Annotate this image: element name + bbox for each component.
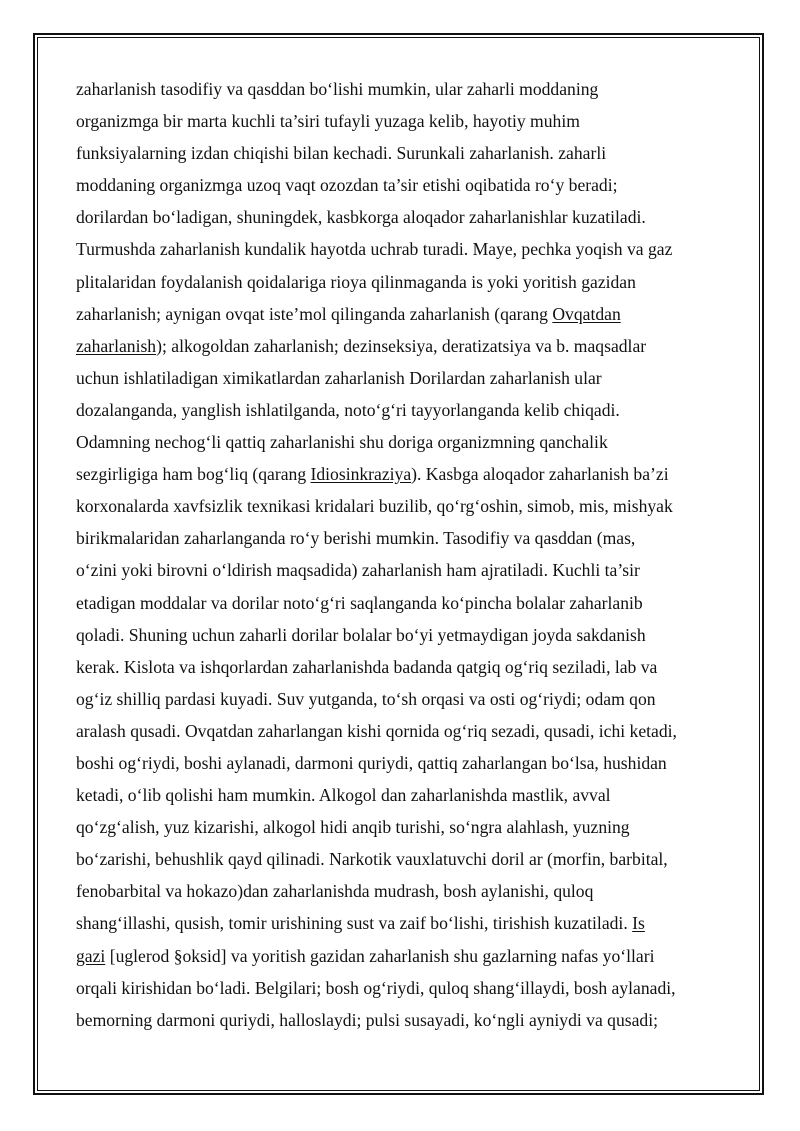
text-line: [76, 298, 724, 330]
text-segment: Odamning nechog‘li qattiq zaharlanishi shu doriga organizmning qanchalik: [76, 432, 608, 453]
text-segment: kerak. Kislota va ishqorlardan zaharlanishda badanda qatgiq og‘riq seziladi, lab va: [76, 656, 658, 677]
text-line: [76, 137, 724, 169]
text-segment: qo‘zg‘alish, yuz kizarishi, alkogol hidi anqib turishi, so‘ngra alahlash, yuzning: [76, 817, 630, 838]
text-segment: ); alkogoldan zaharlanish; dezinseksiya, deratizatsiya va b. maqsadlar: [156, 335, 647, 356]
text-segment: aralash qusadi. Ovqatdan zaharlangan kishi qornida og‘riq sezadi, qusadi, ichi ketadi,: [76, 720, 677, 741]
text-segment: sezgirligiga ham bog‘liq (qarang: [76, 464, 311, 485]
text-segment: qoladi. Shuning uchun zaharli dorilar bolalar bo‘yi yetmaydigan joyda sakdanish: [76, 624, 646, 645]
text-line: [76, 747, 724, 779]
cross-reference-link[interactable]: gazi: [76, 945, 106, 966]
text-line: [76, 201, 724, 233]
text-line: [76, 169, 724, 201]
text-line: [76, 554, 724, 586]
text-segment: ketadi, o‘lib qolishi ham mumkin. Alkogol dan zaharlanishda mastlik, avval: [76, 785, 611, 806]
text-line: [76, 1004, 724, 1036]
cross-reference-link[interactable]: Idiosinkraziya: [310, 464, 412, 485]
text-segment: ). Kasbga aloqador zaharlanish ba’zi: [411, 464, 669, 485]
text-line: [76, 619, 724, 651]
text-segment: boshi og‘riydi, boshi aylanadi, darmoni quriydi, qattiq zaharlangan bo‘lsa, hushidan: [76, 752, 667, 773]
text-line: [76, 779, 724, 811]
text-line: [76, 362, 724, 394]
document-body: [76, 73, 724, 1036]
text-segment: og‘iz shilliq pardasi kuyadi. Suv yutganda, to‘sh orqasi va osti og‘riydi; odam qon: [76, 688, 656, 709]
text-line: [76, 458, 724, 490]
text-segment: orqali kirishidan bo‘ladi. Belgilari; bosh og‘riydi, quloq shang‘illaydi, bosh aylanadi,: [76, 977, 676, 998]
text-line: [76, 683, 724, 715]
text-segment: o‘zini yoki birovni o‘ldirish maqsadida) zaharlanish ham ajratiladi. Kuchli ta’sir: [76, 560, 640, 581]
text-line: [76, 394, 724, 426]
text-segment: etadigan moddalar va dorilar noto‘g‘ri saqlanganda ko‘pincha bolalar zaharlanib: [76, 592, 643, 613]
cross-reference-link[interactable]: Is: [632, 913, 645, 934]
text-segment: funksiyalarning izdan chiqishi bilan kechadi. Surunkali zaharlanish. zaharli: [76, 143, 607, 164]
text-segment: zaharlanish; aynigan ovqat iste’mol qilinganda zaharlanish (qarang: [76, 303, 553, 324]
text-segment: [uglerod §oksid] va yoritish gazidan zaharlanish shu gazlarning nafas yo‘llari: [105, 945, 655, 966]
text-segment: Turmushda zaharlanish kundalik hayotda uchrab turadi. Maye, pechka yoqish va gaz: [76, 239, 673, 260]
text-line: [76, 907, 724, 939]
text-line: [76, 330, 724, 362]
text-segment: korxonalarda xavfsizlik texnikasi kridalari buzilib, qo‘rg‘oshin, simob, mis, mishyak: [76, 496, 673, 517]
text-segment: fenobarbital va hokazo)dan zaharlanishda mudrash, bosh aylanishi, quloq: [76, 881, 594, 902]
text-line: [76, 972, 724, 1004]
text-line: [76, 587, 724, 619]
text-segment: zaharlanish tasodifiy va qasddan bo‘lishi mumkin, ular zaharli moddaning: [76, 79, 599, 99]
text-segment: plitalaridan foydalanish qoidalariga rioya qilinmaganda is yoki yoritish gazidan: [76, 271, 636, 292]
text-segment: uchun ishlatiladigan ximikatlardan zaharlanish Dorilardan zaharlanish ular: [76, 367, 602, 388]
text-line: [76, 940, 724, 972]
text-segment: birikmalaridan zaharlanganda ro‘y berishi mumkin. Tasodifiy va qasddan (mas,: [76, 528, 636, 549]
cross-reference-link[interactable]: zaharlanish: [76, 335, 157, 356]
text-line: [76, 490, 724, 522]
text-line: [76, 811, 724, 843]
text-segment: organizmga bir marta kuchli ta’siri tufayli yuzaga kelib, hayotiy muhim: [76, 111, 580, 132]
text-segment: dorilardan bo‘ladigan, shuningdek, kasbkorga aloqador zaharlanishlar kuzatiladi.: [76, 207, 646, 228]
text-line: [76, 875, 724, 907]
text-line: [76, 105, 724, 137]
text-line: [76, 73, 724, 105]
text-line: [76, 233, 724, 265]
text-line: [76, 715, 724, 747]
text-line: [76, 651, 724, 683]
text-line: [76, 426, 724, 458]
text-segment: dozalanganda, yanglish ishlatilganda, noto‘g‘ri tayyorlanganda kelib chiqadi.: [76, 399, 620, 420]
cross-reference-link[interactable]: Ovqatdan: [552, 303, 621, 324]
text-line: [76, 522, 724, 554]
text-segment: moddaning organizmga uzoq vaqt ozozdan ta’sir etishi oqibatida ro‘y beradi;: [76, 175, 618, 196]
text-line: [76, 266, 724, 298]
text-segment: shang‘illashi, qusish, tomir urishining sust va zaif bo‘lishi, tirishish kuzatiladi.: [76, 913, 633, 934]
text-line: [76, 843, 724, 875]
text-segment: bemorning darmoni quriydi, halloslaydi; pulsi susayadi, ko‘ngli ayniydi va qusadi;: [76, 1009, 658, 1030]
text-segment: bo‘zarishi, behushlik qayd qilinadi. Narkotik vauxlatuvchi doril ar (morfin, barbital,: [76, 849, 668, 870]
